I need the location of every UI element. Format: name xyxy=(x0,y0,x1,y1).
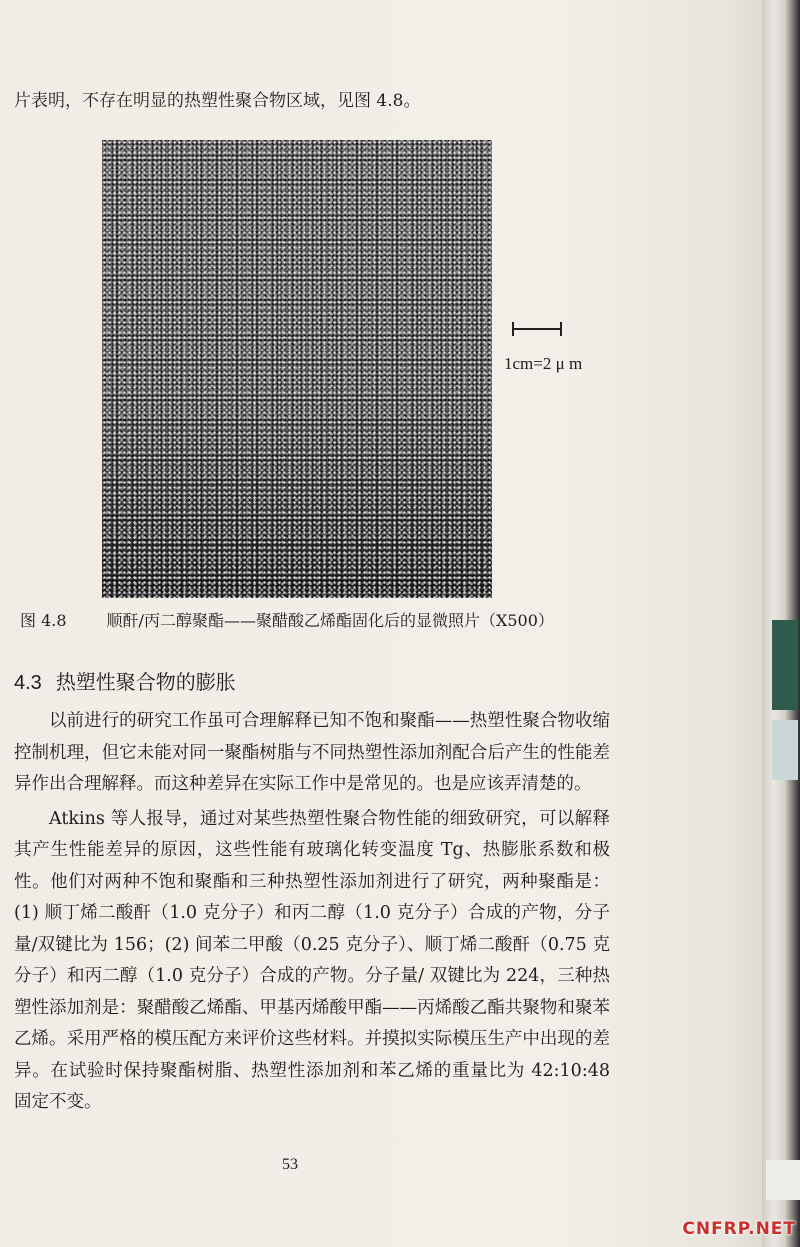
paragraph: Atkins 等人报导，通过对某些热塑性聚合物性能的细致研究，可以解释其产生性能差异的原因，这些性能有玻璃化转变温度 Tg、热膨胀系数和极性。他们对两种不饱和聚酯和三种热塑性添加剂进行了研究，两种聚酯是：(1) 顺丁烯二酸酐（1.0 克分子）和丙二醇（1.0 克分子）合成的产物，分子量/双键比为 156；(2) 间苯二甲酸（0.25 克分子）、顺丁烯二酸酐（0.75 克分子）和丙二醇（1.0 克分子）合成的产物。分子量/ 双键比为 224，三种热塑性添加剂是：聚醋酸乙烯酯、甲基丙烯酸甲酯——丙烯酸乙酯共聚物和聚苯乙烯。采用严格的模压配方来评价这些材料。并摸拟实际模压生产中出现的差异。在试验时保持聚酯树脂、热塑性添加剂和苯乙烯的重量比为 42:10:48 固定不变。 xyxy=(14,808,610,1112)
watermark-logo: CNFRP.NET xyxy=(682,1219,796,1239)
paragraph: 以前进行的研究工作虽可合理解释已知不饱和聚酯——热塑性聚合物收缩控制机理，但它未能对同一聚酯树脂与不同热塑性添加剂配合后产生的性能差异作出合理解释。而这种差异在实际工作中是常见的。也是应该弄清楚的。 xyxy=(14,711,610,794)
section-number: 4.3 xyxy=(14,672,42,694)
figure-caption xyxy=(20,608,554,631)
scale-bar xyxy=(512,322,562,336)
body-text xyxy=(14,706,610,1122)
adjacent-page-edge xyxy=(762,0,800,1247)
figure-number: 图 4.8 xyxy=(20,611,67,630)
micrograph-image xyxy=(102,140,492,598)
scale-label: 1cm=2 μ m xyxy=(504,354,583,373)
section-title: 热塑性聚合物的膨胀 xyxy=(55,670,236,694)
section-heading xyxy=(14,666,236,695)
page-number: 53 xyxy=(282,1156,298,1173)
intro-line: 片表明，不存在明显的热塑性聚合物区域，见图 4.8。 xyxy=(14,91,421,111)
figure-caption-text: 顺酐/丙二醇聚酯——聚醋酸乙烯酯固化后的显微照片（X500） xyxy=(106,611,554,630)
